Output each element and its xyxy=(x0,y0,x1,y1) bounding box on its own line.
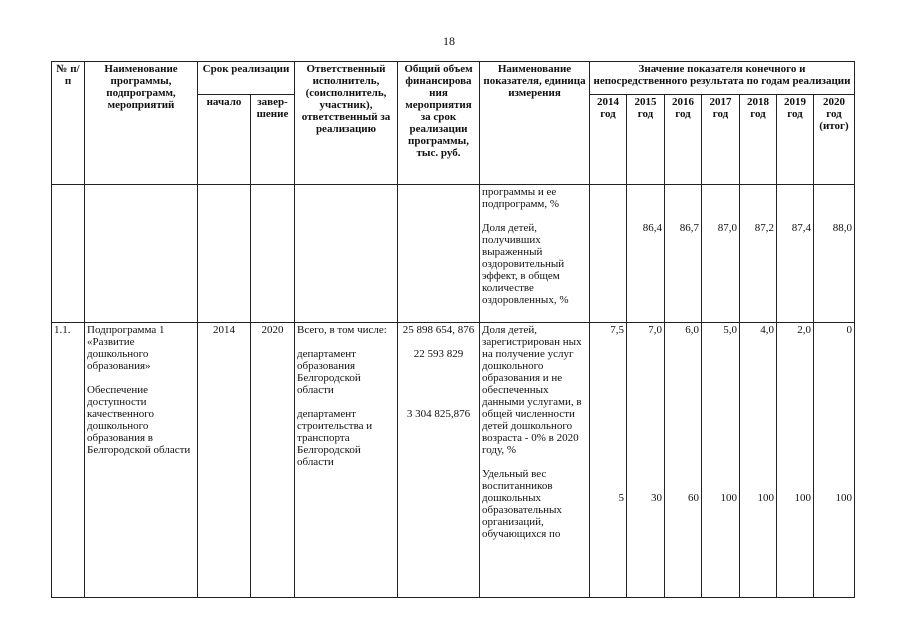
year-2014: 2014 год xyxy=(590,95,627,185)
indicator-text: Доля детей, получивших выраженный оздоровительный эффект, в общем количестве оздоровленных, % xyxy=(482,222,569,306)
year-2019: 2019 год xyxy=(777,95,814,185)
indicator-text: Удельный вес воспитанников дошкольных образовательных организаций, обучающихся по xyxy=(482,468,562,540)
volume-construction: 3 304 825,876 xyxy=(406,408,471,420)
indicator-text: программы и ее подпрограмм, % xyxy=(482,186,560,210)
value-cell: 86,7 xyxy=(665,185,702,323)
volume-education: 22 593 829 xyxy=(413,348,464,360)
value-cell: 5,0 100 xyxy=(702,323,740,598)
executor-construction-dept: департамент строительства и транспорта Белгородской области xyxy=(297,408,373,468)
header-start: начало xyxy=(198,95,251,185)
header-term: Срок реализации xyxy=(198,62,295,95)
indicator-text: Доля детей, зарегистрирован ных на получение услуг дошкольного образования и не обеспеченных данными услугами, в общей численности детей дошкольного возраста - 0% в 2020 году, % xyxy=(482,324,582,456)
value-cell: 86,4 xyxy=(627,185,665,323)
volume-cell xyxy=(398,323,480,598)
value-cell: 7,5 5 xyxy=(590,323,627,598)
activity-title: Обеспечение доступности качественного дошкольного образования в Белгородской области xyxy=(87,384,191,456)
year-2017: 2017 год xyxy=(702,95,740,185)
header-indicator: Наименование показателя, единица измерения xyxy=(480,62,590,185)
end-year: 2020 xyxy=(251,323,295,598)
header-volume: Общий объем финансирова ния мероприятия за срок реализации программы, тыс. руб. xyxy=(398,62,480,185)
indicators-table xyxy=(51,61,855,598)
volume-total: 25 898 654, 876 xyxy=(402,324,475,336)
subprogram-title: Подпрограмма 1 «Развитие дошкольного образования» xyxy=(87,324,165,372)
value-cell: 87,4 xyxy=(777,185,814,323)
value-cell xyxy=(590,185,627,323)
row-number: 1.1. xyxy=(52,323,85,598)
header-end: завер-шение xyxy=(251,95,295,185)
header-row xyxy=(52,62,855,95)
executor-cell xyxy=(295,323,398,598)
header-executor: Ответственный исполнитель, (соисполнитель, участник), ответственный за реализацию xyxy=(295,62,398,185)
table-row xyxy=(52,323,855,598)
year-2020: 2020 год (итог) xyxy=(814,95,855,185)
year-2015: 2015 год xyxy=(627,95,665,185)
value-cell: 0 100 xyxy=(814,323,855,598)
value-cell: 7,0 30 xyxy=(627,323,665,598)
header-name: Наименование программы, подпрограмм, мероприятий xyxy=(85,62,198,185)
value-cell: 87,2 xyxy=(740,185,777,323)
value-cell: 2,0 100 xyxy=(777,323,814,598)
header-num: № п/п xyxy=(52,62,85,185)
table-row xyxy=(52,185,855,323)
value-cell: 87,0 xyxy=(702,185,740,323)
year-2018: 2018 год xyxy=(740,95,777,185)
executor-education-dept: департамент образования Белгородской области xyxy=(297,348,361,396)
indicator-cell xyxy=(480,185,590,323)
value-cell: 4,0 100 xyxy=(740,323,777,598)
header-values-title: Значение показателя конечного и непосредственного результата по годам реализации xyxy=(590,62,855,95)
program-name-cell xyxy=(85,323,198,598)
start-year: 2014 xyxy=(198,323,251,598)
indicator-cell xyxy=(480,323,590,598)
executor-total: Всего, в том числе: xyxy=(297,324,387,336)
year-2016: 2016 год xyxy=(665,95,702,185)
value-cell: 88,0 xyxy=(814,185,855,323)
page-number: 18 xyxy=(443,34,455,48)
value-cell: 6,0 60 xyxy=(665,323,702,598)
